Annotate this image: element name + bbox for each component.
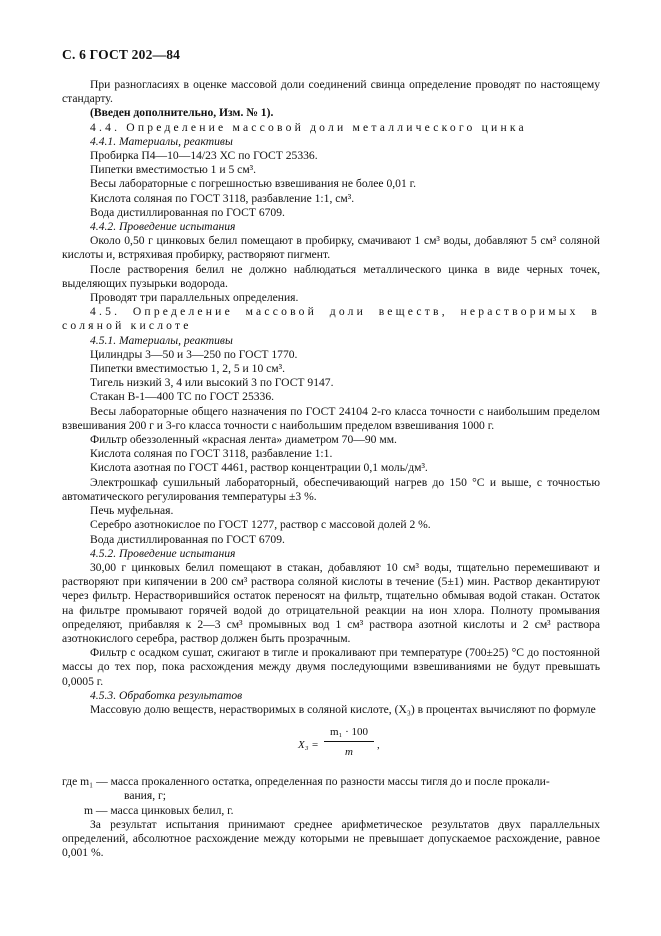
list-item: Тигель низкий 3, 4 или высокий 3 по ГОСТ 9147.	[90, 376, 334, 390]
page-header: С. 6 ГОСТ 202—84	[62, 47, 181, 62]
document-body	[62, 78, 600, 860]
list-item: Пипетки вместимостью 1 и 5 см³.	[90, 163, 257, 177]
paragraph: Проводят три параллельных определения.	[90, 291, 299, 305]
legend-item-continuation: вания, г;	[124, 789, 166, 803]
paragraph: При разногласиях в оценке массовой доли соединений свинца определение проводят по настоящему стандарту.	[62, 78, 600, 106]
list-item: Кислота соляная по ГОСТ 3118, разбавление 1:1.	[90, 447, 333, 461]
list-item: Весы лабораторные общего назначения по ГОСТ 24104 2-го класса точности с наибольшим пределом взвешивания 200 г и 3-го класса точности с наибольшим пределом взвешивания 1000 г.	[62, 404, 600, 432]
subsection-heading: 4.4.2. Проведение испытания	[90, 220, 236, 234]
list-item: Стакан В-1—400 ТС по ГОСТ 25336.	[90, 390, 275, 404]
list-item: Кислота азотная по ГОСТ 4461, раствор концентрации 0,1 моль/дм³.	[90, 461, 428, 475]
paragraph: Массовую долю веществ, нерастворимых в соляной кислоте, (X₃) в процентах вычисляют по формуле	[90, 702, 596, 716]
section-heading: 4.5. Определение массовой доли веществ, нерастворимых в соляной кислоте	[62, 305, 600, 333]
list-item: Цилиндры 3—50 и 3—250 по ГОСТ 1770.	[90, 347, 298, 361]
list-item: Пробирка П4—10—14/23 ХС по ГОСТ 25336.	[90, 149, 318, 163]
list-item: Фильтр обеззоленный «красная лента» диаметром 70—90 мм.	[90, 433, 397, 447]
subsection-heading: 4.5.3. Обработка результатов	[90, 688, 243, 702]
subsection-heading: 4.5.2. Проведение испытания	[90, 546, 236, 560]
formula	[62, 725, 600, 765]
list-item: Кислота соляная по ГОСТ 3118, разбавление 1:1, см³.	[90, 191, 355, 205]
subsection-heading: 4.4.1. Материалы, реактивы	[90, 134, 233, 148]
legend-item: m — масса цинковых белил, г.	[84, 803, 234, 817]
fraction-bar	[324, 741, 374, 742]
formula-numerator: m₁ · 100	[329, 726, 369, 739]
list-item: Пипетки вместимостью 1, 2, 5 и 10 см³.	[90, 362, 286, 376]
paragraph: Фильтр с осадком сушат, сжигают в тигле и прокаливают при температуре (700±25) °С до постоянной массы до тех пор, пока расхождения между двумя последующими взвешиваниями не будут превышать 0,0005 г.	[62, 646, 600, 688]
paragraph: Около 0,50 г цинковых белил помещают в пробирку, смачивают 1 см³ воды, добавляют 5 см³ соляной кислоты и, встряхивая пробирку, растворяют пигмент.	[62, 234, 600, 262]
formula-legend	[62, 775, 600, 818]
section-heading: 4.4. Определение массовой доли металлического цинка	[90, 120, 527, 134]
formula-denominator: m	[345, 746, 353, 759]
subsection-heading: 4.5.1. Материалы, реактивы	[90, 333, 233, 347]
paragraph: После растворения белил не должно наблюдаться металлического цинка в виде черных точек, выделяющих пузырьки водорода.	[62, 262, 600, 290]
list-item: Вода дистиллированная по ГОСТ 6709.	[90, 532, 285, 546]
legend-item: где m₁ — масса прокаленного остатка, определенная по разности массы тигля до и после прокали-	[62, 775, 550, 789]
formula-trail: ,	[377, 739, 380, 752]
paragraph: За результат испытания принимают среднее арифметическое результатов двух параллельных определений, абсолютное расхождение между которыми не превышает допускаемое расхождение, равное 0,001 %.	[62, 817, 600, 860]
list-item: Серебро азотнокислое по ГОСТ 1277, раствор с массовой долей 2 %.	[90, 518, 431, 532]
list-item: Вода дистиллированная по ГОСТ 6709.	[90, 205, 285, 219]
amendment-note: (Введен дополнительно, Изм. № 1).	[90, 106, 274, 120]
list-item: Электрошкаф сушильный лабораторный, обеспечивающий нагрев до 150 °С и выше, с точностью автоматического регулирования температуры ±3 %.	[62, 475, 600, 503]
paragraph: 30,00 г цинковых белил помещают в стакан, добавляют 10 см³ воды, тщательно перемешивают и растворяют при кипячении в 200 см³ раствора соляной кислоты в течение (5±1) мин. Раствор декантируют через фильтр. Нерастворившийся остаток переносят на фильтр, тщательно обмывая водой стакан. Остаток на фильтре промывают горячей водой до отрицательной реакции на ион хлора. Полноту промывания определяют, прибавляя к 2—3 см³ промывных вод 1 см³ раствора азотной кислоты и 2 см³ раствора азотнокислого серебра, раствор должен быть прозрачным.	[62, 560, 600, 645]
list-item: Весы лабораторные с погрешностью взвешивания не более 0,01 г.	[90, 177, 416, 191]
formula-lhs: X₃ =	[298, 739, 319, 752]
list-item: Печь муфельная.	[90, 504, 174, 518]
